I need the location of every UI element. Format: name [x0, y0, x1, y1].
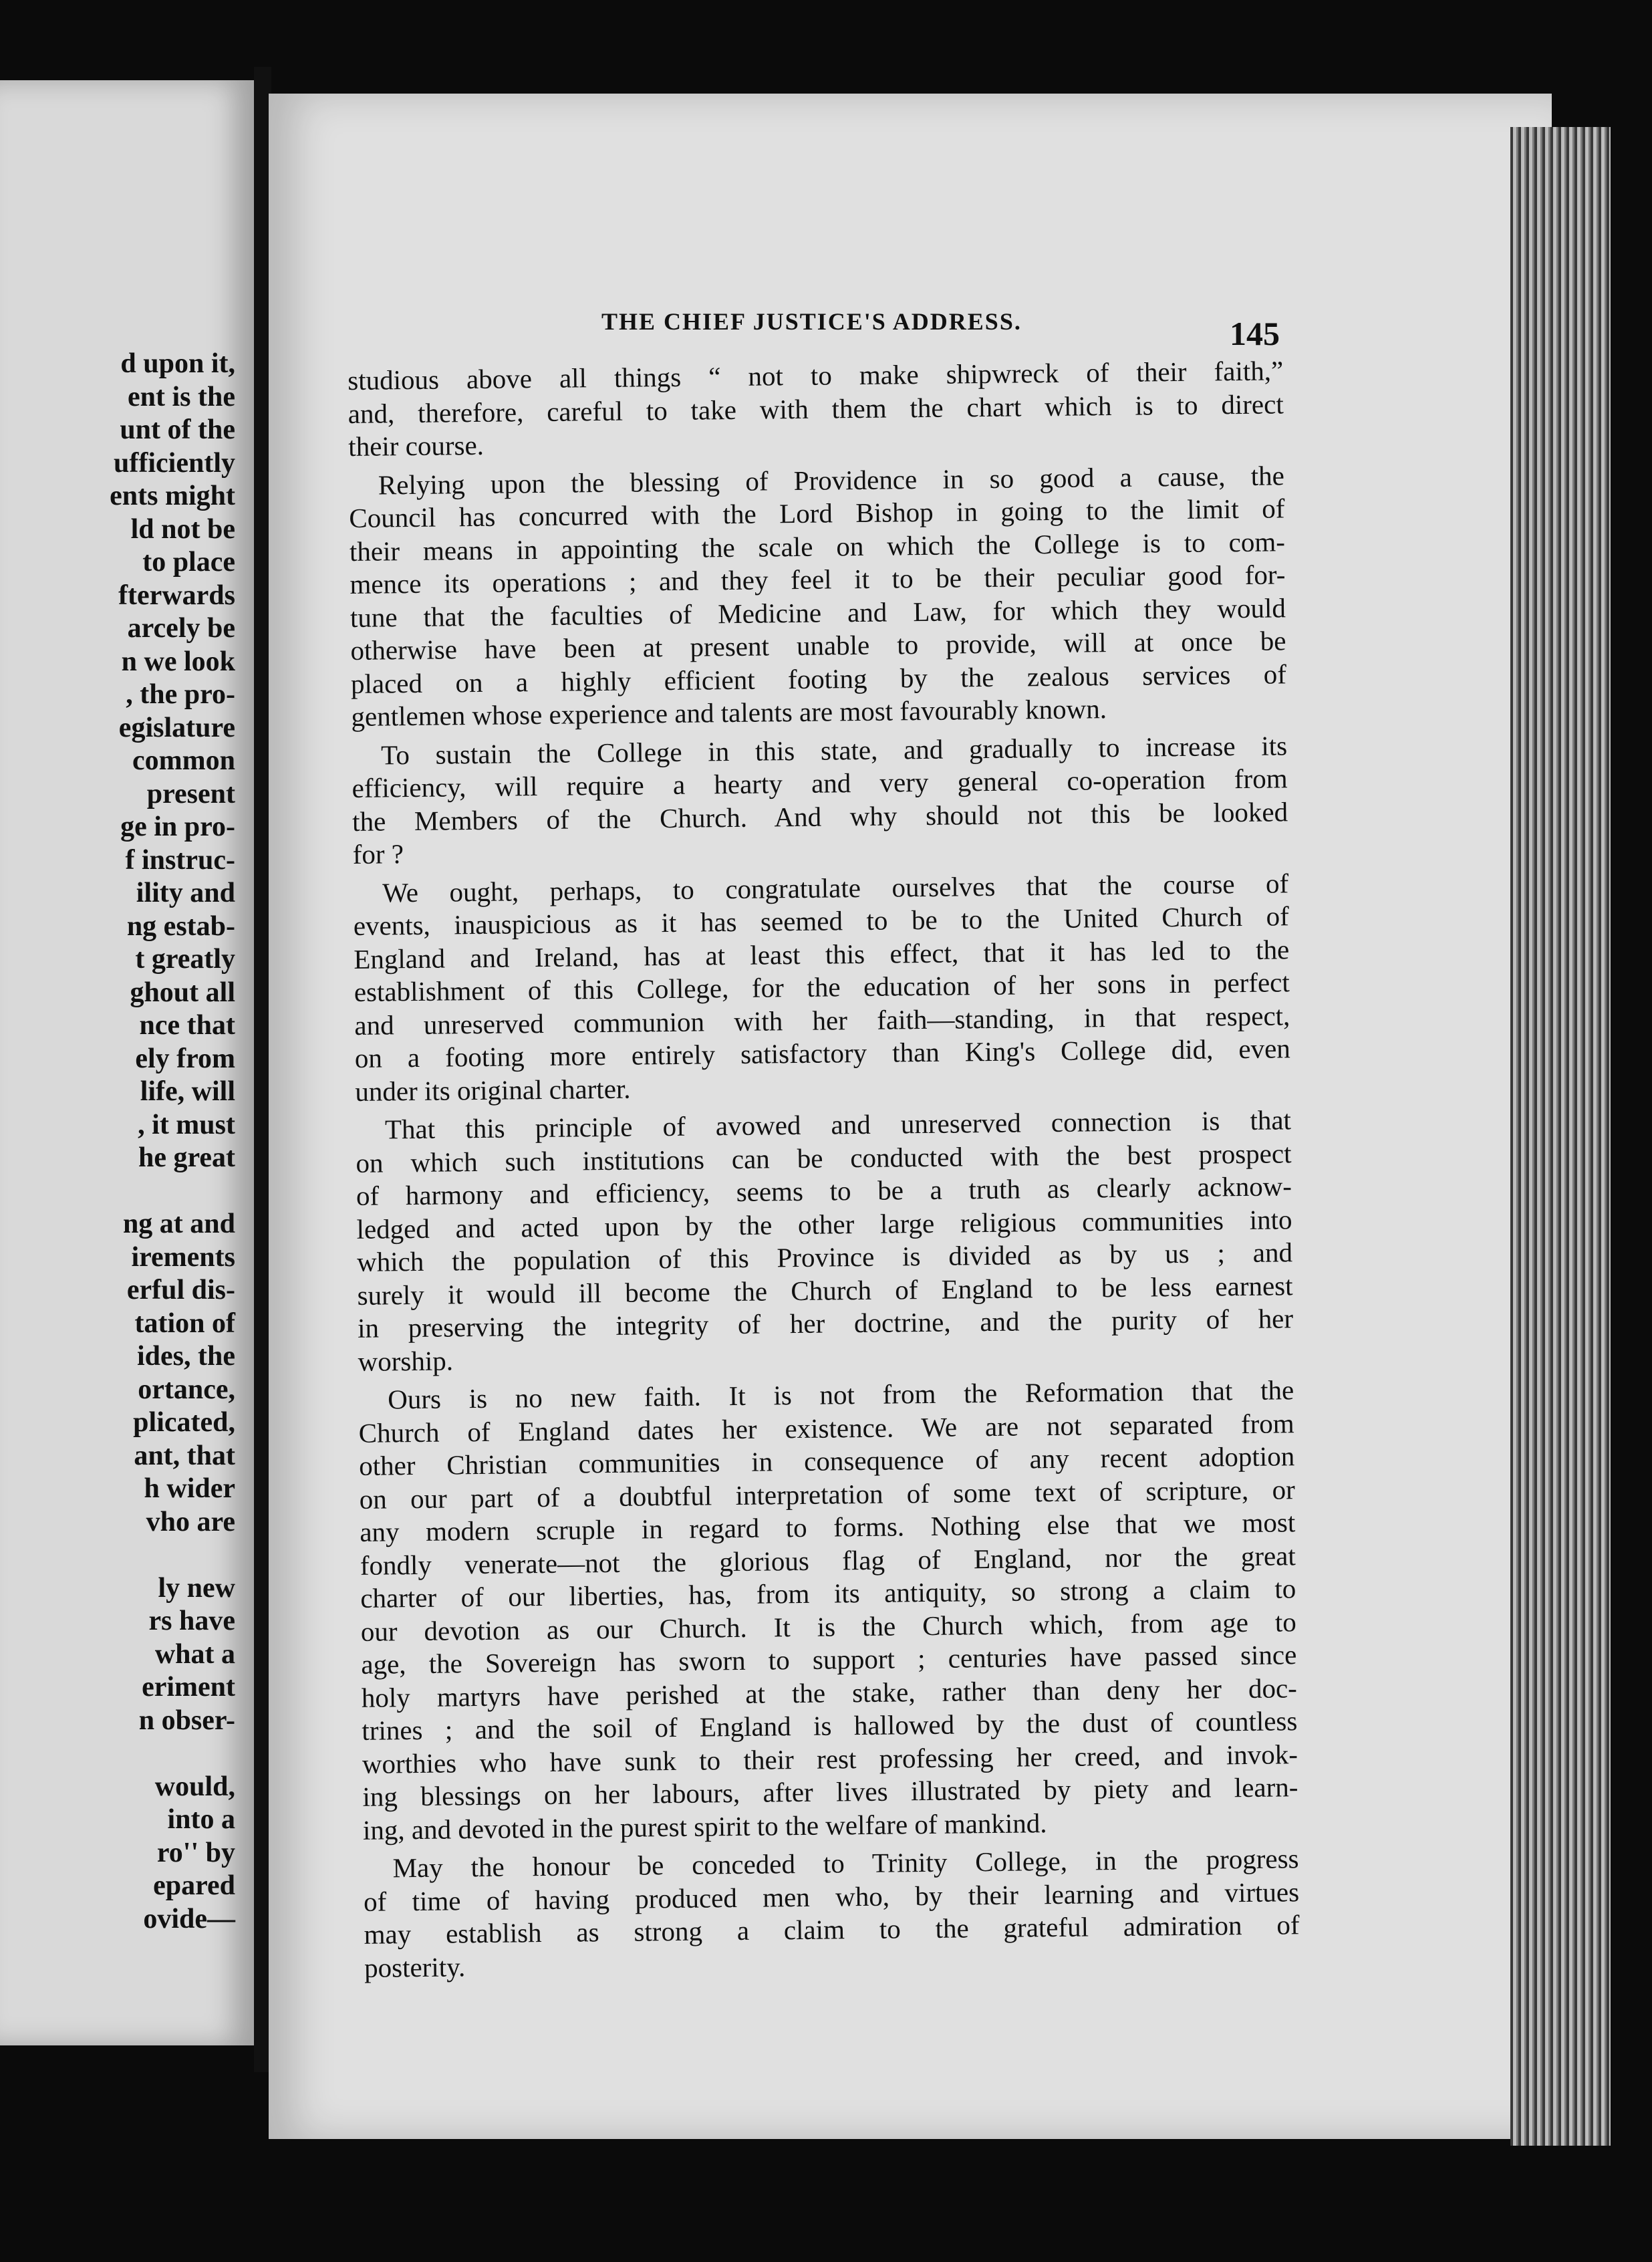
text-line: in preserving the integrity of her doctrine, and the purity of her: [357, 1303, 1294, 1344]
left-page-line: tation of: [134, 1307, 235, 1339]
paragraph: [356, 1104, 1294, 1378]
left-page-line: rs have: [148, 1606, 235, 1636]
left-page-line: epared: [153, 1870, 235, 1901]
text-line: for ?: [352, 838, 404, 870]
paragraph: [363, 1842, 1300, 1985]
text-line: trines ; and the soil of England is hallowed by the dust of countless: [362, 1705, 1298, 1746]
left-page-line: ld not be: [130, 513, 235, 545]
left-page-line: ro'' by: [156, 1837, 235, 1868]
left-page-line: [110, 1737, 235, 1771]
text-line: our devotion as our Church. It is the Church which, from age to: [360, 1606, 1297, 1647]
text-line: events, inauspicious as it has seemed to be to the United Church of: [353, 900, 1289, 941]
paragraph: [358, 1374, 1298, 1847]
text-line: and, therefore, careful to take with them the chart which is to direct: [348, 388, 1284, 429]
left-page-line: n we look: [121, 646, 235, 677]
text-line: worship.: [358, 1344, 454, 1377]
text-line: Relying upon the blessing of Providence in so good a cause, the: [378, 459, 1285, 501]
left-page-line: ly new: [158, 1572, 235, 1604]
text-line: ing, and devoted in the purest spirit to the welfare of mankind.: [362, 1807, 1047, 1846]
text-line: ledged and acted upon by the other large religious communities into: [356, 1203, 1292, 1245]
left-page-line: ely from: [135, 1043, 235, 1074]
text-line: fondly venerate—not the glorious flag of England, nor the great: [360, 1539, 1296, 1581]
left-page-line: arcely be: [127, 613, 235, 644]
text-line: of harmony and efficiency, seems to be a truth as clearly acknow-: [356, 1170, 1292, 1211]
left-page-line: ng estab-: [126, 910, 235, 942]
text-line: their course.: [348, 429, 485, 462]
left-page-line: [110, 1175, 235, 1209]
paragraph: [349, 459, 1287, 734]
left-page-line: nce that: [139, 1010, 235, 1041]
left-page-line: what a: [154, 1638, 235, 1670]
text-line: We ought, perhaps, to congratulate ourselves that the course of: [382, 867, 1289, 908]
text-line: age, the Sovereign has sworn to support ; centuries have passed since: [361, 1639, 1297, 1680]
text-line: of time of having produced men who, by their learning and virtues: [363, 1876, 1300, 1917]
page-number: 145: [1230, 315, 1280, 352]
left-page-line: would,: [154, 1771, 235, 1802]
left-page-line: eriment: [142, 1672, 235, 1703]
left-page-line: ovide—: [143, 1903, 235, 1934]
text-line: England and Ireland, has at least this effect, that it has led to the: [354, 933, 1290, 975]
left-page: [0, 80, 254, 2045]
text-line: the Members of the Church. And why should not this be looked: [352, 795, 1288, 837]
left-page-line: egislature: [118, 712, 235, 743]
left-page-line: d upon it,: [120, 348, 235, 379]
text-line: their means in appointing the scale on which the College is to com-: [349, 525, 1286, 567]
text-line: Ours is no new faith. It is not from the Reformation that the: [387, 1374, 1294, 1415]
left-page-line: ant, that: [134, 1440, 235, 1471]
text-line: which the population of this Province is divided as by us ; and: [356, 1237, 1293, 1277]
text-line: surely it would ill become the Church of England to be less earnest: [357, 1269, 1293, 1311]
text-line: studious above all things “ not to make shipwreck of their faith,”: [348, 355, 1284, 396]
text-line: charter of our liberties, has, from its antiquity, so strong a claim to: [360, 1573, 1296, 1614]
running-head: THE CHIEF JUSTICE'S ADDRESS.: [601, 308, 1022, 335]
text-line: Church of England dates her existence. We are not separated from: [358, 1407, 1294, 1449]
text-line: on our part of a doubtful interpretation of some text of scripture, or: [359, 1473, 1295, 1515]
text-line: worthies who have sunk to their rest professing her creed, and invok-: [362, 1738, 1298, 1779]
left-page-line: ufficiently: [114, 447, 235, 479]
text-line: placed on a highly efficient footing by the zealous services of: [350, 658, 1287, 699]
text-line: on which such institutions can be conducted with the best prospect: [356, 1137, 1292, 1178]
text-line: posterity.: [364, 1951, 466, 1983]
text-line: establishment of this College, for the education of her sons in perfect: [354, 967, 1290, 1007]
left-page-line: h wider: [144, 1473, 235, 1504]
text-line: otherwise have been at present unable to provide, will at once be: [350, 625, 1286, 666]
text-line: To sustain the College in this state, and gradually to increase its: [380, 729, 1288, 771]
text-line: may establish as strong a claim to the grateful admiration of: [364, 1909, 1300, 1950]
left-page-line: ides, the: [137, 1341, 235, 1372]
left-page-line: n obser-: [138, 1705, 235, 1736]
paragraph: [348, 354, 1284, 463]
left-page-line: he great: [138, 1142, 235, 1173]
text-line: Council has concurred with the Lord Bishop in going to the limit of: [349, 493, 1285, 533]
left-page-line: vho are: [146, 1506, 235, 1537]
left-page-line: ility and: [136, 878, 235, 908]
left-page-line: to place: [142, 547, 235, 578]
left-page-line: erful dis-: [126, 1275, 235, 1305]
left-page-line: ortance,: [138, 1374, 235, 1405]
text-line: other Christian communities in consequence of any recent adoption: [359, 1440, 1295, 1481]
left-page-line: present: [146, 778, 235, 809]
left-page-line: fterwards: [118, 580, 235, 611]
page-edges: [1510, 127, 1611, 2146]
text-line: on a footing more entirely satisfactory than King's College did, even: [354, 1033, 1291, 1074]
text-line: holy martyrs have perished at the stake, rather than deny her doc-: [361, 1672, 1298, 1713]
text-line: May the honour be conceded to Trinity College, in the progress: [392, 1843, 1299, 1884]
left-page-line: common: [132, 745, 235, 776]
left-page-line: [110, 1539, 235, 1572]
left-page-line: life, will: [140, 1076, 235, 1107]
left-page-line: ents might: [110, 481, 235, 511]
left-page-line: f instruc-: [125, 844, 235, 876]
body-text: [348, 354, 1300, 1985]
text-line: gentlemen whose experience and talents are most favourably known.: [351, 693, 1107, 732]
text-line: efficiency, will require a hearty and very general co-operation from: [352, 763, 1288, 803]
left-page-line: irements: [131, 1241, 235, 1273]
text-line: any modern scruple in regard to forms. Nothing else that we most: [360, 1507, 1296, 1547]
text-line: mence its operations ; and they feel it to be their peculiar good for-: [350, 559, 1286, 600]
left-page-line: ge in pro-: [120, 811, 235, 842]
text-line: under its original charter.: [355, 1073, 631, 1107]
paragraph: [352, 729, 1288, 872]
left-page-line: ghout all: [130, 977, 235, 1008]
left-page-line: , the pro-: [126, 679, 235, 710]
left-page-line: t greatly: [135, 944, 235, 975]
text-line: ing blessings on her labours, after lives illustrated by piety and learn-: [362, 1771, 1298, 1812]
paragraph: [353, 867, 1291, 1108]
left-page-line: unt of the: [120, 414, 235, 445]
left-page-line: ng at and: [122, 1209, 235, 1239]
text-line: That this principle of avowed and unreserved connection is that: [384, 1104, 1292, 1145]
text-line: and unreserved communion with her faith—standing, in that respect,: [354, 999, 1290, 1041]
left-page-line: ent is the: [128, 381, 235, 412]
left-page-text: [110, 348, 235, 1936]
text-line: tune that the faculties of Medicine and Law, for which they would: [350, 592, 1286, 633]
left-page-line: into a: [167, 1804, 235, 1835]
left-page-line: plicated,: [133, 1407, 235, 1438]
left-page-line: , it must: [138, 1109, 235, 1140]
